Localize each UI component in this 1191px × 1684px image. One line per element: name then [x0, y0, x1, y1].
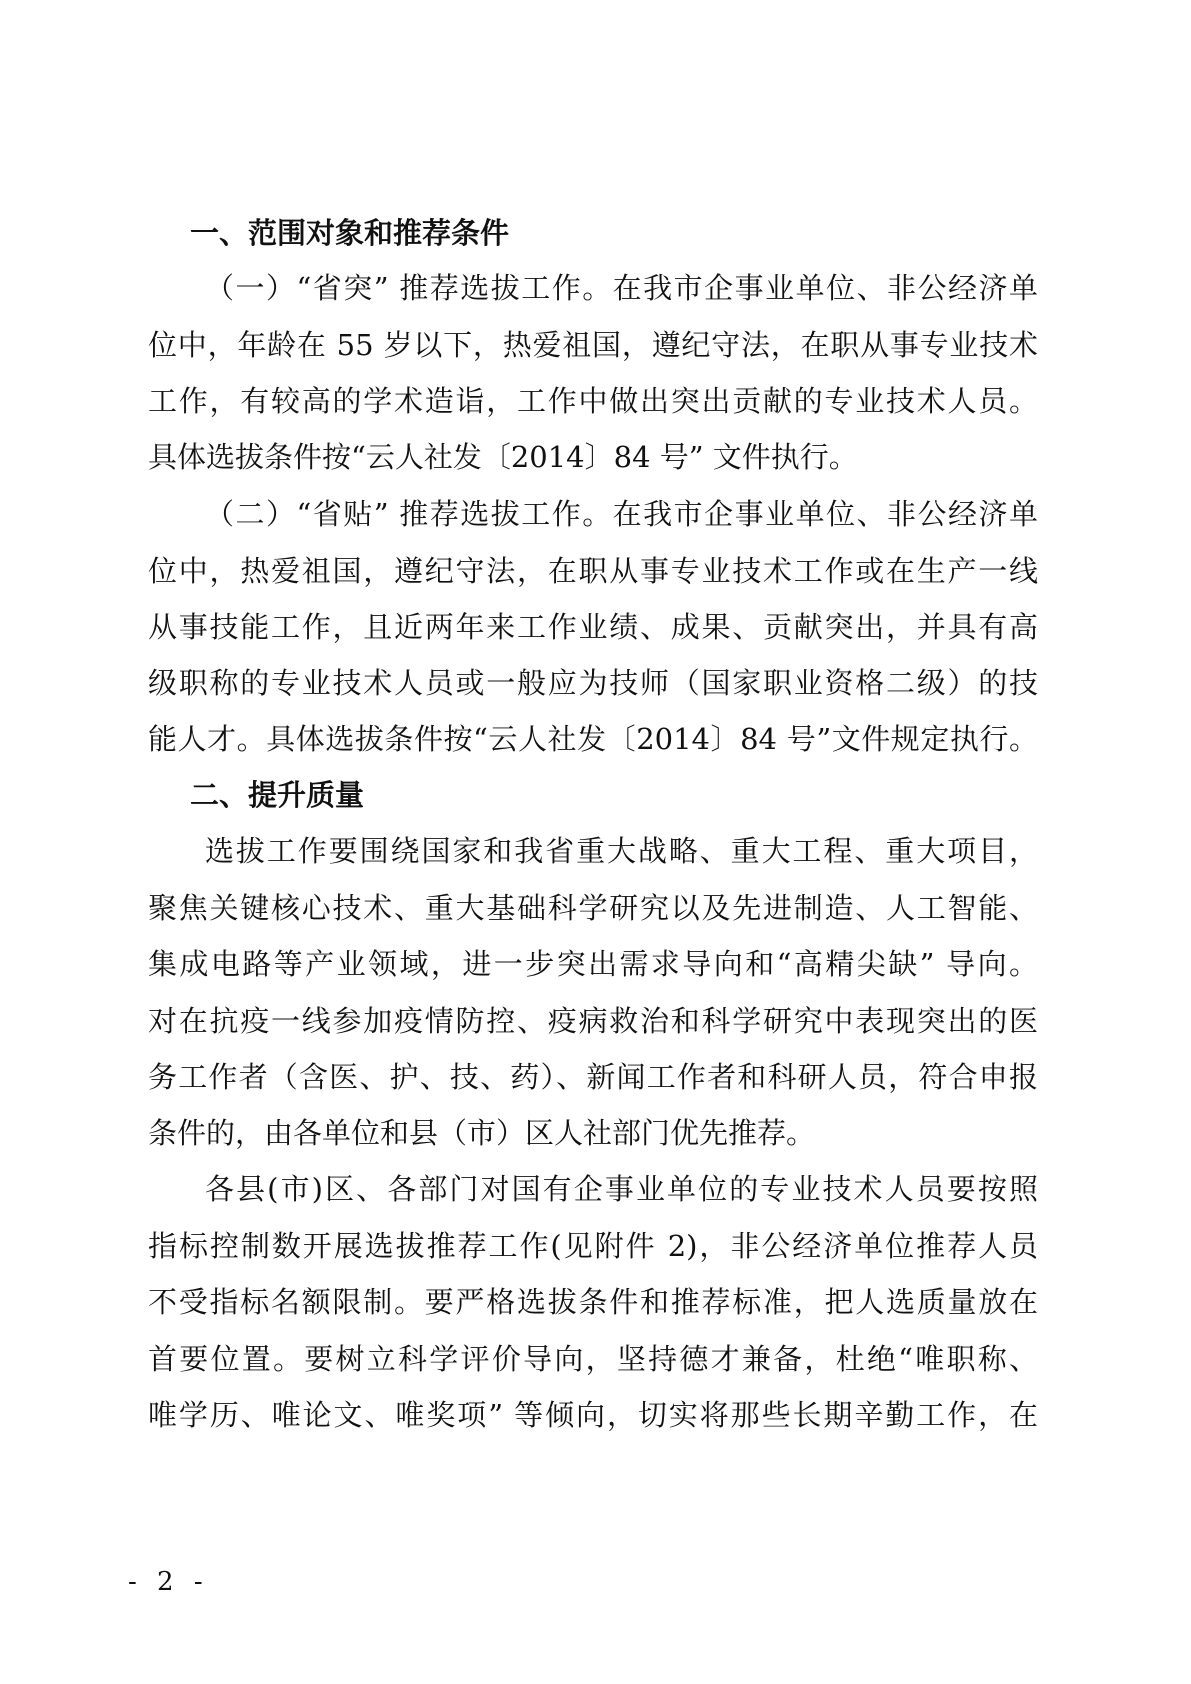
section-1-para-1-line-4: 具体选拔条件按“云人社发〔2014〕84 号” 文件执行。	[148, 440, 858, 474]
section-2-para-2-line-1: 各县(市)区、各部门对国有企事业单位的专业技术人员要按照	[205, 1172, 1038, 1206]
section-2-heading: 二、提升质量	[190, 778, 365, 812]
section-1-para-2-line-3: 从事技能工作，且近两年来工作业绩、成果、贡献突出，并具有高	[148, 610, 1038, 644]
section-1-para-2-line-5: 能人才。具体选拔条件按“云人社发〔2014〕84 号”文件规定执行。	[148, 722, 1038, 756]
section-2-para-1-line-1: 选拔工作要围绕国家和我省重大战略、重大工程、重大项目，	[205, 834, 1038, 868]
section-2-para-2-line-3: 不受指标名额限制。要严格选拔条件和推荐标准，把人选质量放在	[148, 1285, 1038, 1319]
section-1-para-1-line-3: 工作，有较高的学术造诣，工作中做出突出贡献的专业技术人员。	[148, 384, 1038, 418]
section-2-para-1-line-3: 集成电路等产业领域，进一步突出需求导向和“高精尖缺” 导向。	[148, 947, 1038, 981]
page-number: - 2 -	[128, 1567, 209, 1597]
section-2-para-1-line-6: 条件的，由各单位和县（市）区人社部门优先推荐。	[148, 1116, 816, 1150]
section-1-para-2-line-1: （二）“省贴” 推荐选拔工作。在我市企事业单位、非公经济单	[205, 497, 1038, 531]
section-2-para-2-line-5: 唯学历、唯论文、唯奖项” 等倾向，切实将那些长期辛勤工作，在	[148, 1398, 1038, 1432]
section-2-para-2-line-2: 指标控制数开展选拔推荐工作(见附件 2)，非公经济单位推荐人员	[148, 1229, 1038, 1263]
section-2-para-2-line-4: 首要位置。要树立科学评价导向，坚持德才兼备，杜绝“唯职称、	[148, 1342, 1038, 1376]
section-2-para-1-line-4: 对在抗疫一线参加疫情防控、疫病救治和科学研究中表现突出的医	[148, 1004, 1038, 1038]
section-1-para-1-line-2: 位中，年龄在 55 岁以下，热爱祖国，遵纪守法，在职从事专业技术	[148, 328, 1038, 362]
section-2-para-1-line-5: 务工作者（含医、护、技、药）、新闻工作者和科研人员，符合申报	[148, 1060, 1038, 1094]
section-1-para-1-line-1: （一）“省突” 推荐选拔工作。在我市企事业单位、非公经济单	[205, 271, 1038, 305]
section-1-heading: 一、范围对象和推荐条件	[190, 216, 510, 250]
section-1-para-2-line-4: 级职称的专业技术人员或一般应为技师（国家职业资格二级）的技	[148, 666, 1038, 700]
section-2-para-1-line-2: 聚焦关键核心技术、重大基础科学研究以及先进制造、人工智能、	[148, 891, 1038, 925]
section-1-para-2-line-2: 位中，热爱祖国，遵纪守法，在职从事专业技术工作或在生产一线	[148, 554, 1038, 588]
